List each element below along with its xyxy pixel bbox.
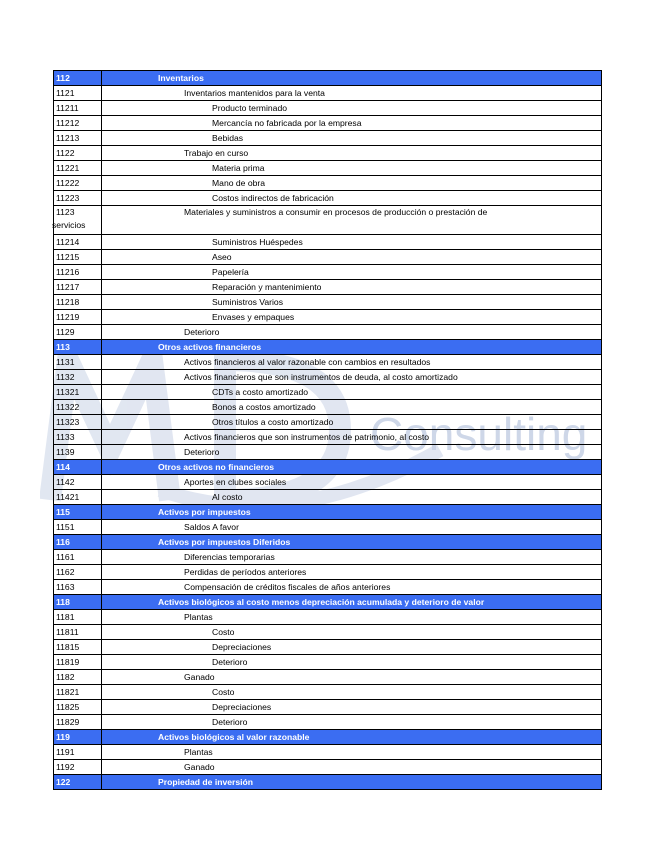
account-description: Bonos a costos amortizado bbox=[102, 400, 602, 415]
account-row bbox=[54, 745, 602, 760]
account-code: 11323 bbox=[54, 415, 102, 430]
account-description: Activos financieros que son instrumentos de patrimonio, al costo bbox=[102, 430, 602, 445]
account-description: Depreciaciones bbox=[102, 640, 602, 655]
account-row bbox=[54, 385, 602, 400]
account-code: 11211 bbox=[54, 101, 102, 116]
account-description: Otros activos financieros bbox=[102, 340, 602, 355]
section-header-row bbox=[54, 595, 602, 610]
account-description: Activos por impuestos bbox=[102, 505, 602, 520]
account-code: 11815 bbox=[54, 640, 102, 655]
account-code: 11217 bbox=[54, 280, 102, 295]
account-description: Mano de obra bbox=[102, 176, 602, 191]
account-description: Trabajo en curso bbox=[102, 146, 602, 161]
account-description: Activos por impuestos Diferidos bbox=[102, 535, 602, 550]
account-row bbox=[54, 161, 602, 176]
section-header-row bbox=[54, 460, 602, 475]
account-code: 11821 bbox=[54, 685, 102, 700]
account-row bbox=[54, 625, 602, 640]
account-row bbox=[54, 400, 602, 415]
account-row bbox=[54, 580, 602, 595]
account-description: Depreciaciones bbox=[102, 700, 602, 715]
account-code: 1192 bbox=[54, 760, 102, 775]
account-description: Papelería bbox=[102, 265, 602, 280]
account-row bbox=[54, 700, 602, 715]
account-code: 1191 bbox=[54, 745, 102, 760]
account-row bbox=[54, 116, 602, 131]
account-code: 11219 bbox=[54, 310, 102, 325]
account-code: 113 bbox=[54, 340, 102, 355]
account-description: Aportes en clubes sociales bbox=[102, 475, 602, 490]
account-row bbox=[54, 415, 602, 430]
account-code: 1129 bbox=[54, 325, 102, 340]
account-description: Reparación y mantenimiento bbox=[102, 280, 602, 295]
account-code: 11825 bbox=[54, 700, 102, 715]
accounts-table bbox=[53, 70, 602, 790]
account-row bbox=[54, 265, 602, 280]
account-description: Costos indirectos de fabricación bbox=[102, 191, 602, 206]
account-row bbox=[54, 550, 602, 565]
account-row bbox=[54, 430, 602, 445]
account-row bbox=[54, 520, 602, 535]
account-description: Activos biológicos al valor razonable bbox=[102, 730, 602, 745]
account-row bbox=[54, 760, 602, 775]
account-code: 11214 bbox=[54, 235, 102, 250]
account-description: Saldos A favor bbox=[102, 520, 602, 535]
account-code: 1151 bbox=[54, 520, 102, 535]
account-row bbox=[54, 101, 602, 116]
account-description: Ganado bbox=[102, 670, 602, 685]
account-row bbox=[54, 370, 602, 385]
account-row bbox=[54, 490, 602, 505]
account-row bbox=[54, 655, 602, 670]
account-code: 1122 bbox=[54, 146, 102, 161]
account-description: Ganado bbox=[102, 760, 602, 775]
account-description: Activos biológicos al costo menos depreciación acumulada y deterioro de valor bbox=[102, 595, 602, 610]
account-description: Deterioro bbox=[102, 715, 602, 730]
account-code: 122 bbox=[54, 775, 102, 790]
account-code: 11213 bbox=[54, 131, 102, 146]
account-description: Suministros Varios bbox=[102, 295, 602, 310]
account-description-line2: servicios bbox=[52, 220, 86, 230]
account-row bbox=[54, 146, 602, 161]
account-row bbox=[54, 235, 602, 250]
account-description: Suministros Huéspedes bbox=[102, 235, 602, 250]
account-code: 11819 bbox=[54, 655, 102, 670]
account-row bbox=[54, 475, 602, 490]
account-row bbox=[54, 86, 602, 101]
account-code: 11215 bbox=[54, 250, 102, 265]
account-code: 119 bbox=[54, 730, 102, 745]
account-description: Diferencias temporarias bbox=[102, 550, 602, 565]
account-description: Perdidas de períodos anteriores bbox=[102, 565, 602, 580]
account-code: 1132 bbox=[54, 370, 102, 385]
account-code: 1121 bbox=[54, 86, 102, 101]
account-code: 1163 bbox=[54, 580, 102, 595]
section-header-row bbox=[54, 505, 602, 520]
account-code: 11218 bbox=[54, 295, 102, 310]
account-description: Deterioro bbox=[102, 325, 602, 340]
account-code: 1131 bbox=[54, 355, 102, 370]
account-code: 116 bbox=[54, 535, 102, 550]
account-description: Compensación de créditos fiscales de años anteriores bbox=[102, 580, 602, 595]
account-row bbox=[54, 640, 602, 655]
account-description: Otros títulos a costo amortizado bbox=[102, 415, 602, 430]
account-description: Materia prima bbox=[102, 161, 602, 176]
account-code: 1181 bbox=[54, 610, 102, 625]
account-description: Plantas bbox=[102, 745, 602, 760]
account-description: Costo bbox=[102, 685, 602, 700]
account-row bbox=[54, 131, 602, 146]
account-code: 1162 bbox=[54, 565, 102, 580]
section-header-row bbox=[54, 730, 602, 745]
account-code: 11212 bbox=[54, 116, 102, 131]
account-description: Bebidas bbox=[102, 131, 602, 146]
section-header-row bbox=[54, 775, 602, 790]
account-code: 11421 bbox=[54, 490, 102, 505]
account-code: 11221 bbox=[54, 161, 102, 176]
account-row bbox=[54, 310, 602, 325]
account-code: 11811 bbox=[54, 625, 102, 640]
account-description: Producto terminado bbox=[102, 101, 602, 116]
account-row bbox=[54, 250, 602, 265]
account-description: Deterioro bbox=[102, 445, 602, 460]
account-code: 1142 bbox=[54, 475, 102, 490]
account-code: 11321 bbox=[54, 385, 102, 400]
account-code: 118 bbox=[54, 595, 102, 610]
account-description: Inventarios mantenidos para la venta bbox=[102, 86, 602, 101]
account-code: 112 bbox=[54, 71, 102, 86]
section-header-row bbox=[54, 71, 602, 86]
accounts-table-body bbox=[54, 71, 602, 790]
account-row bbox=[54, 206, 602, 235]
account-row bbox=[54, 610, 602, 625]
account-code: 1123 bbox=[54, 206, 102, 235]
account-row bbox=[54, 191, 602, 206]
account-code: 11322 bbox=[54, 400, 102, 415]
watermark-text: Consulting bbox=[370, 408, 588, 460]
account-code: 1139 bbox=[54, 445, 102, 460]
account-row bbox=[54, 445, 602, 460]
account-code: 11829 bbox=[54, 715, 102, 730]
account-row bbox=[54, 355, 602, 370]
account-description: Otros activos no financieros bbox=[102, 460, 602, 475]
account-row bbox=[54, 176, 602, 191]
account-description: Activos financieros que son instrumentos de deuda, al costo amortizado bbox=[102, 370, 602, 385]
account-code: 114 bbox=[54, 460, 102, 475]
account-description: Al costo bbox=[102, 490, 602, 505]
account-description: Activos financieros al valor razonable con cambios en resultados bbox=[102, 355, 602, 370]
account-description: Envases y empaques bbox=[102, 310, 602, 325]
account-code: 11223 bbox=[54, 191, 102, 206]
account-description: Costo bbox=[102, 625, 602, 640]
account-description: Propiedad de inversión bbox=[102, 775, 602, 790]
account-row bbox=[54, 565, 602, 580]
account-code: 11216 bbox=[54, 265, 102, 280]
account-code: 1182 bbox=[54, 670, 102, 685]
account-description: Plantas bbox=[102, 610, 602, 625]
account-row bbox=[54, 670, 602, 685]
account-row bbox=[54, 325, 602, 340]
account-row bbox=[54, 715, 602, 730]
account-description: Mercancía no fabricada por la empresa bbox=[102, 116, 602, 131]
account-description: Aseo bbox=[102, 250, 602, 265]
account-code: 115 bbox=[54, 505, 102, 520]
account-code: 1161 bbox=[54, 550, 102, 565]
account-row bbox=[54, 280, 602, 295]
account-description: CDTs a costo amortizado bbox=[102, 385, 602, 400]
account-description: Deterioro bbox=[102, 655, 602, 670]
account-description: Inventarios bbox=[102, 71, 602, 86]
account-row bbox=[54, 295, 602, 310]
account-description-line1: Materiales y suministros a consumir en procesos de producción o prestación de bbox=[184, 207, 488, 217]
account-code: 1133 bbox=[54, 430, 102, 445]
section-header-row bbox=[54, 340, 602, 355]
section-header-row bbox=[54, 535, 602, 550]
account-code: 11222 bbox=[54, 176, 102, 191]
account-row bbox=[54, 685, 602, 700]
